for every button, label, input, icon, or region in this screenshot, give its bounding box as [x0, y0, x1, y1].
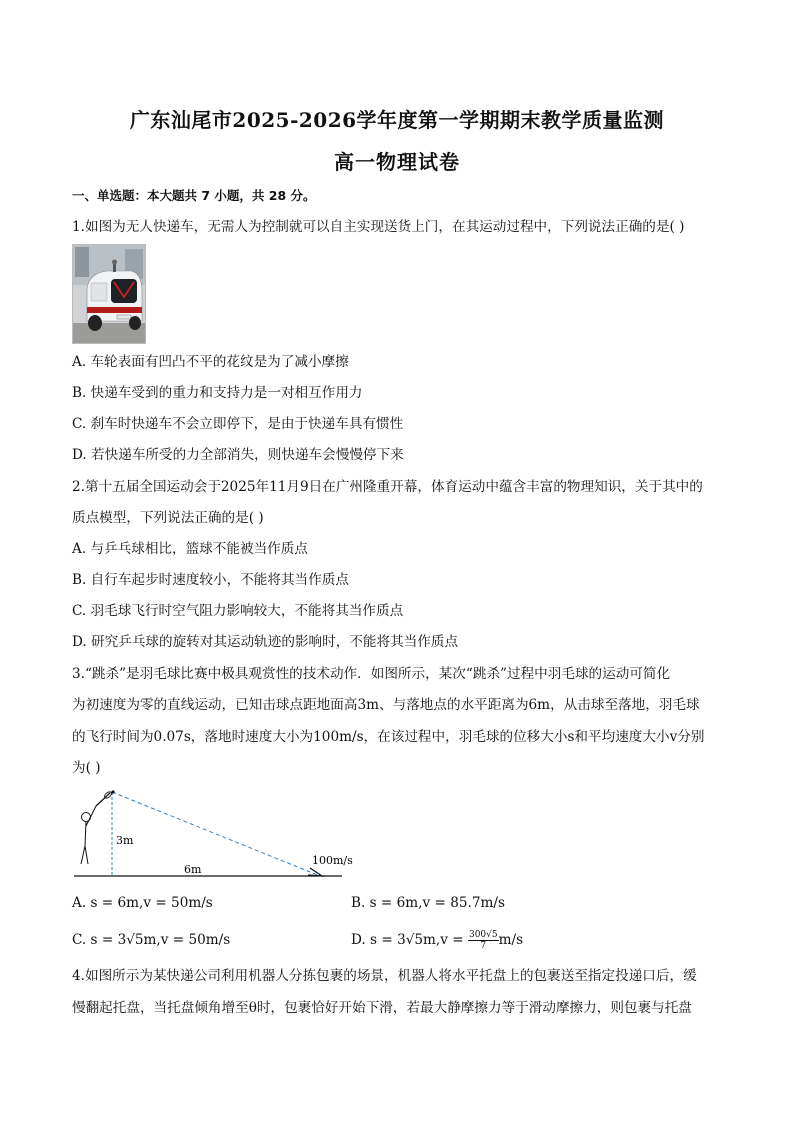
speed-label: 100m/s [312, 854, 353, 867]
player-leg-left [81, 846, 85, 864]
q2-option-a: A. 与乒乓球相比，篮球不能被当作质点 [72, 541, 308, 557]
badminton-smash-diagram [72, 784, 362, 888]
racket-handle [96, 793, 110, 806]
distance-label: 6m [184, 863, 202, 876]
q2-option-c: C. 羽毛球飞行时空气阻力影响较大，不能将其当作质点 [72, 603, 404, 619]
q3-option-b: B. s = 6m,v = 85.7m/s [351, 895, 505, 911]
shuttlecock [111, 790, 114, 793]
q1-option-c: C. 刹车时快递车不会立即停下，是由于快递车具有惯性 [72, 416, 404, 432]
q3-option-d-prefix: D. s = 3 [351, 932, 406, 948]
q1-option-d: D. 若快递车所受的力全部消失，则快递车会慢慢停下来 [72, 447, 404, 463]
section-heading: 一、单选题：本大题共 7 小题，共 28 分。 [72, 188, 316, 203]
height-label: 3m [116, 834, 134, 847]
q3-option-d-mid: m,v = [423, 932, 464, 948]
q1-option-b: B. 快递车受到的重力和支持力是一对相互作用力 [72, 385, 363, 401]
q2-option-d: D. 研究乒乓球的旋转对其运动轨迹的影响时，不能将其当作质点 [72, 634, 459, 650]
q4-stem-line2: 慢翻起托盘，当托盘倾角增至θ时，包裹恰好开始下滑，若最大静摩擦力等于滑动摩擦力，则包裹与托盘 [72, 1000, 692, 1016]
q2-option-b: B. 自行车起步时速度较小，不能将其当作质点 [72, 572, 349, 588]
q3-stem-line2: 为初速度为零的直线运动，已知击球点距地面高3m、与落地点的水平距离为6m，从击球至落地，羽毛球 [72, 697, 700, 713]
delivery-vehicle-illustration [73, 245, 145, 343]
q3-option-c-suffix: m,v = 50m/s [143, 932, 231, 948]
q3-stem-line3: 的飞行时间为0.07s，落地时速度大小为100m/s，在该过程中，羽毛球的位移大小s和平均速度大小v分别 [72, 729, 705, 745]
exam-subtitle: 高一物理试卷 [334, 150, 460, 174]
fraction-denominator: 7 [480, 941, 487, 951]
q3-option-c-sqrt: √5 [126, 932, 144, 948]
q3-option-d [351, 930, 523, 951]
q4-stem-line1: 4.如图所示为某快递公司利用机器人分拣包裹的场景，机器人将水平托盘上的包裹送至指定投递口后，缓 [72, 968, 697, 984]
q3-stem-line1: 3.“跳杀”是羽毛球比赛中极具观赏性的技术动作．如图所示，某次“跳杀”过程中羽毛球的运动可简化 [72, 666, 671, 682]
fraction-numerator: 300√5 [468, 930, 498, 940]
q3-stem-line4: 为( ) [72, 760, 101, 776]
q3-option-c-prefix: C. s = 3 [72, 932, 127, 948]
q3-option-d-unit: m/s [498, 932, 524, 948]
player-arm [86, 806, 96, 826]
q1-option-a: A. 车轮表面有凹凸不平的花纹是为了减小摩擦 [72, 354, 349, 370]
q3-option-d-sqrt: √5 [405, 932, 424, 948]
exam-title: 广东汕尾市2025-2026学年度第一学期期末教学质量监测 [129, 108, 665, 132]
q3-option-d-fraction [468, 930, 499, 951]
smash-figure-svg [72, 784, 362, 884]
player-leg-right [85, 846, 88, 864]
q2-stem-line1: 2.第十五届全国运动会于2025年11月9日在广州隆重开幕，体育运动中蕴含丰富的物理知识，关于其中的 [72, 479, 703, 495]
q2-stem-line2: 质点模型，下列说法正确的是( ) [72, 510, 264, 526]
q3-option-c [72, 930, 230, 950]
q3-option-a: A. s = 6m,v = 50m/s [72, 895, 213, 911]
trajectory-line [112, 792, 320, 876]
delivery-vehicle-photo [72, 244, 146, 344]
q1-stem: 1.如图为无人快递车，无需人为控制就可以自主实现送货上门，在其运动过程中，下列说法正确的是( ) [72, 219, 685, 235]
